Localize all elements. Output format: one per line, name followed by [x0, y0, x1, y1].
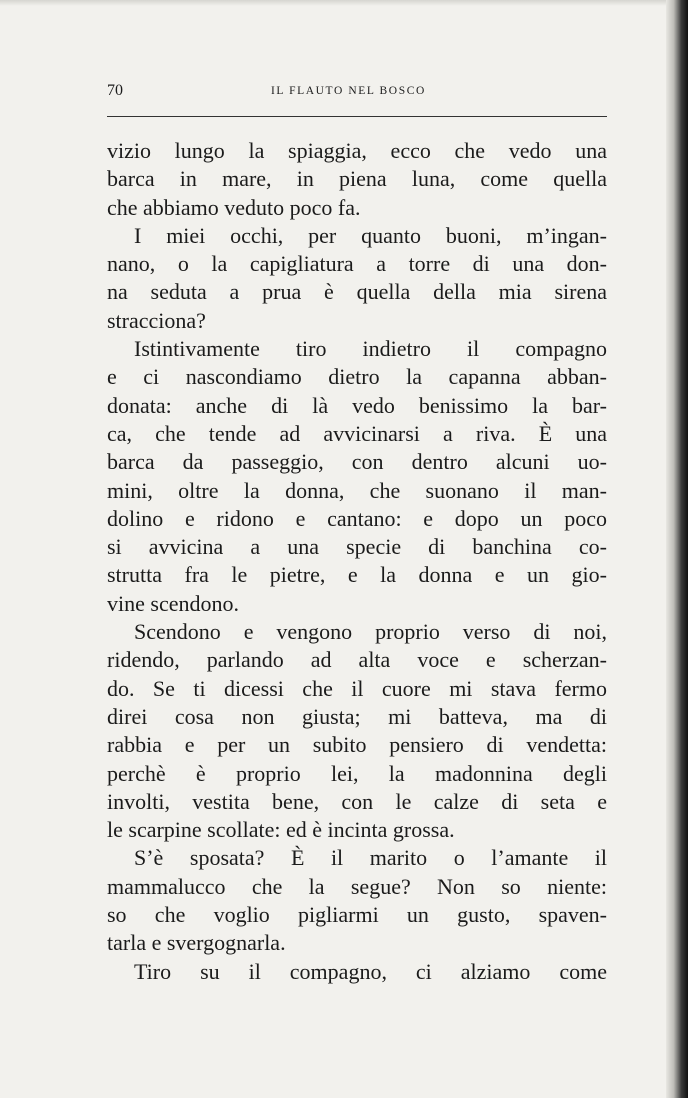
book-binding-edge [666, 0, 688, 1098]
page-number: 70 [107, 82, 123, 99]
text-line: tarla e svergognarla. [107, 930, 286, 956]
text-line: le scarpine scollate: ed è incinta grossa. [107, 817, 455, 843]
text-line: ca, che tende ad avvicinarsi a riva. È una [107, 420, 607, 446]
text-line: e ci nascondiamo dietro la capanna abban- [107, 364, 607, 390]
text-line: perchè è proprio lei, la madonnina degli [107, 760, 607, 786]
text-line: barca in mare, in piena luna, come quella [107, 166, 607, 192]
text-line: rabbia e per un subito pensiero di vendetta: [107, 732, 607, 758]
scan-top-shadow [0, 0, 688, 6]
text-line: do. Se ti dicessi che il cuore mi stava fermo [107, 675, 607, 701]
running-title: IL FLAUTO NEL BOSCO [271, 85, 426, 97]
text-line: vizio lungo la spiaggia, ecco che vedo una [107, 138, 607, 163]
text-line: mini, oltre la donna, che suonano il man- [107, 477, 607, 503]
text-line: involti, vestita bene, con le calze di seta e [107, 788, 607, 814]
text-line: Istintivamente tiro indietro il compagno [134, 336, 607, 362]
text-line: donata: anche di là vedo benissimo la bar- [107, 392, 607, 418]
text-line: so che voglio pigliarmi un gusto, spaven- [107, 902, 607, 928]
body-text [107, 137, 607, 986]
text-line: che abbiamo veduto poco fa. [107, 194, 361, 220]
text-line: vine scendono. [107, 590, 239, 616]
text-line: mammalucco che la segue? Non so niente: [107, 873, 607, 899]
text-line: stracciona? [107, 307, 206, 333]
text-line: dolino e ridono e cantano: e dopo un poco [107, 505, 607, 531]
text-line: S’è sposata? È il marito o l’amante il [134, 845, 607, 871]
text-line: strutta fra le pietre, e la donna e un gio- [107, 562, 607, 588]
text-line: barca da passeggio, con dentro alcuni uo- [107, 449, 607, 475]
header-rule [107, 116, 607, 117]
text-line: direi cosa non giusta; mi batteva, ma di [107, 703, 607, 729]
text-line: si avvicina a una specie di banchina co- [107, 534, 607, 560]
text-line: I miei occhi, per quanto buoni, m’ingan- [134, 222, 607, 248]
text-line: ridendo, parlando ad alta voce e scherzan- [107, 647, 607, 673]
text-line: na seduta a prua è quella della mia sirena [107, 279, 607, 305]
text-line: Scendono e vengono proprio verso di noi, [134, 619, 607, 645]
text-line: Tiro su il compagno, ci alziamo come [134, 958, 607, 984]
running-head [107, 82, 607, 106]
text-line: nano, o la capigliatura a torre di una don- [107, 251, 607, 277]
